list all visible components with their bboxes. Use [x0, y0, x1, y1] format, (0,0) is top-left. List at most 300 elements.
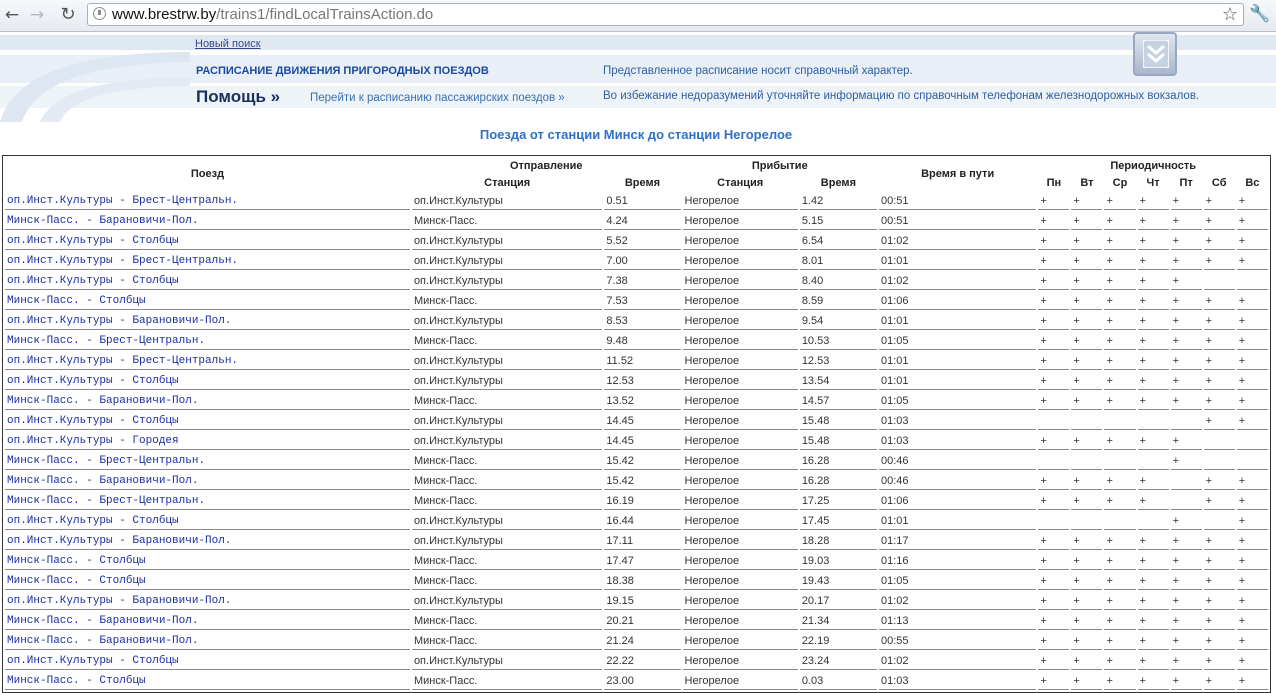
table-row: [5, 372, 1268, 390]
table-row: [5, 252, 1268, 270]
day-cell: +: [1038, 192, 1069, 210]
dep-station-cell: Минск-Пасс.: [412, 492, 602, 510]
day-cell: +: [1171, 432, 1202, 450]
dep-time-cell: 22.22: [604, 652, 680, 670]
day-cell: +: [1138, 652, 1169, 670]
day-cell: +: [1038, 312, 1069, 330]
table-row: [5, 632, 1268, 650]
header-train: Поезд: [190, 168, 225, 180]
day-cell: +: [1071, 612, 1102, 630]
day-cell: +: [1237, 512, 1268, 530]
arr-station-cell: Негорелое: [683, 572, 798, 590]
table-row: [5, 532, 1268, 550]
day-cell: [1038, 512, 1069, 530]
schedule-rows: [5, 192, 1268, 690]
day-cell: +: [1038, 232, 1069, 250]
day-cell: +: [1204, 492, 1235, 510]
bookmark-star-icon[interactable]: ☆: [1221, 4, 1238, 25]
passenger-trains-link[interactable]: Перейти к расписанию пассажирских поездов »: [310, 92, 565, 104]
travel-time-cell: 01:03: [879, 672, 1036, 690]
train-link[interactable]: Минск-Пасс. - Барановичи-Пол.: [7, 615, 199, 627]
day-cell: +: [1104, 612, 1135, 630]
arr-station-cell: Негорелое: [683, 432, 798, 450]
dep-station-cell: оп.Инст.Культуры: [412, 592, 602, 610]
train-cell: [5, 452, 410, 470]
arr-station-cell: Негорелое: [683, 332, 798, 350]
day-cell: +: [1237, 352, 1268, 370]
day-cell: +: [1038, 352, 1069, 370]
table-row: [5, 612, 1268, 630]
train-cell: [5, 232, 410, 250]
train-link[interactable]: оп.Инст.Культуры - Брест-Центральн.: [7, 255, 239, 267]
travel-time-cell: 01:01: [879, 512, 1036, 530]
day-cell: +: [1138, 392, 1169, 410]
day-cell: +: [1104, 592, 1135, 610]
train-link[interactable]: Минск-Пасс. - Столбцы: [7, 555, 146, 567]
train-link[interactable]: Минск-Пасс. - Столбцы: [7, 295, 146, 307]
day-cell: +: [1237, 572, 1268, 590]
day-cell: +: [1204, 192, 1235, 210]
arr-station-cell: Негорелое: [683, 492, 798, 510]
day-cell: +: [1171, 192, 1202, 210]
day-cell: +: [1171, 272, 1202, 290]
day-cell: +: [1038, 552, 1069, 570]
train-link[interactable]: Минск-Пасс. - Брест-Центральн.: [7, 455, 206, 467]
arr-time-cell: 19.43: [800, 572, 877, 590]
travel-time-cell: 01:06: [879, 492, 1036, 510]
table-row: [5, 292, 1268, 310]
dep-time-cell: 12.53: [604, 372, 680, 390]
dep-time-cell: 5.52: [604, 232, 680, 250]
day-cell: +: [1237, 532, 1268, 550]
arr-station-cell: Негорелое: [683, 632, 798, 650]
train-cell: [5, 432, 410, 450]
day-cell: +: [1204, 592, 1235, 610]
day-cell: +: [1171, 252, 1202, 270]
day-cell: +: [1204, 632, 1235, 650]
arr-time-cell: 8.59: [800, 292, 877, 310]
day-cell: +: [1038, 392, 1069, 410]
day-cell: +: [1138, 532, 1169, 550]
train-link[interactable]: оп.Инст.Культуры - Столбцы: [7, 655, 179, 667]
dep-station-cell: оп.Инст.Культуры: [412, 352, 602, 370]
day-cell: +: [1237, 232, 1268, 250]
train-link[interactable]: оп.Инст.Культуры - Столбцы: [7, 275, 179, 287]
travel-time-cell: 01:05: [879, 392, 1036, 410]
train-link[interactable]: Минск-Пасс. - Барановичи-Пол.: [7, 395, 199, 407]
travel-time-cell: 01:05: [879, 332, 1036, 350]
arr-station-cell: Негорелое: [683, 392, 798, 410]
travel-time-cell: 00:46: [879, 452, 1036, 470]
day-cell: +: [1237, 412, 1268, 430]
arr-station-cell: Негорелое: [683, 592, 798, 610]
header-dep-time: Время: [624, 176, 661, 189]
dep-time-cell: 16.19: [604, 492, 680, 510]
arr-time-cell: 19.03: [800, 552, 877, 570]
day-cell: +: [1171, 332, 1202, 350]
arr-station-cell: Негорелое: [683, 232, 798, 250]
day-cell: +: [1171, 452, 1202, 470]
day-cell: [1071, 452, 1102, 470]
url-path: /trains1/findLocalTrainsAction.do: [216, 6, 434, 23]
dep-station-cell: Минск-Пасс.: [412, 672, 602, 690]
header-departure: Отправление: [509, 159, 583, 172]
arr-time-cell: 12.53: [800, 352, 877, 370]
day-cell: +: [1071, 212, 1102, 230]
day-cell: [1138, 412, 1169, 430]
dep-time-cell: 20.21: [604, 612, 680, 630]
day-cell: +: [1204, 372, 1235, 390]
day-cell: +: [1138, 352, 1169, 370]
train-link[interactable]: Минск-Пасс. - Барановичи-Пол.: [7, 475, 199, 487]
header-day-sat: Сб: [1211, 176, 1227, 189]
travel-time-cell: 01:05: [879, 572, 1036, 590]
dep-station-cell: Минск-Пасс.: [412, 472, 602, 490]
day-cell: +: [1038, 472, 1069, 490]
train-cell: [5, 652, 410, 670]
phone-notice: Во избежание недоразумений уточняйте информацию по справочным телефонам железнодорожных вокзалов.: [603, 90, 1200, 102]
header-day-sun: Вс: [1245, 176, 1260, 189]
day-cell: +: [1204, 332, 1235, 350]
day-cell: +: [1204, 572, 1235, 590]
arr-time-cell: 16.28: [800, 452, 877, 470]
day-cell: +: [1138, 492, 1169, 510]
day-cell: +: [1171, 392, 1202, 410]
day-cell: +: [1071, 672, 1102, 690]
table-row: [5, 452, 1268, 470]
train-cell: [5, 352, 410, 370]
day-cell: [1038, 412, 1069, 430]
forward-arrow-icon[interactable]: →: [29, 5, 45, 25]
dep-station-cell: Минск-Пасс.: [412, 612, 602, 630]
day-cell: +: [1071, 572, 1102, 590]
day-cell: +: [1038, 432, 1069, 450]
train-cell: [5, 532, 410, 550]
day-cell: +: [1104, 492, 1135, 510]
train-link[interactable]: оп.Инст.Культуры - Столбцы: [7, 515, 179, 527]
day-cell: +: [1171, 672, 1202, 690]
train-cell: [5, 472, 410, 490]
travel-time-cell: 01:02: [879, 592, 1036, 610]
table-row: [5, 332, 1268, 350]
day-cell: +: [1104, 432, 1135, 450]
table-row: [5, 432, 1268, 450]
day-cell: +: [1138, 612, 1169, 630]
day-cell: +: [1038, 212, 1069, 230]
travel-time-cell: 00:51: [879, 192, 1036, 210]
dep-station-cell: Минск-Пасс.: [412, 572, 602, 590]
day-cell: +: [1071, 192, 1102, 210]
day-cell: +: [1204, 392, 1235, 410]
day-cell: +: [1071, 392, 1102, 410]
day-cell: +: [1171, 612, 1202, 630]
header-day-fri: Пт: [1179, 176, 1193, 189]
header-dep-station: Станция: [484, 176, 531, 189]
header-arr-station: Станция: [717, 176, 764, 189]
new-search-link[interactable]: Новый поиск: [195, 38, 261, 50]
day-cell: +: [1237, 252, 1268, 270]
header-arrival: Прибытие: [751, 159, 808, 172]
arr-time-cell: 22.19: [800, 632, 877, 650]
travel-time-cell: 01:03: [879, 412, 1036, 430]
dep-station-cell: оп.Инст.Культуры: [412, 532, 602, 550]
travel-time-cell: 01:02: [879, 232, 1036, 250]
day-cell: +: [1104, 332, 1135, 350]
train-link[interactable]: оп.Инст.Культуры - Столбцы: [7, 375, 179, 387]
arr-time-cell: 1.42: [800, 192, 877, 210]
dep-time-cell: 23.00: [604, 672, 680, 690]
train-link[interactable]: оп.Инст.Культуры - Брест-Центральн.: [7, 355, 239, 367]
schedule-table: [2, 155, 1271, 693]
day-cell: +: [1104, 672, 1135, 690]
arr-time-cell: 17.45: [800, 512, 877, 530]
reference-notice: Представленное расписание носит справочный характер.: [603, 65, 913, 77]
travel-time-cell: 01:13: [879, 612, 1036, 630]
day-cell: +: [1104, 272, 1135, 290]
day-cell: +: [1138, 212, 1169, 230]
dep-time-cell: 21.24: [604, 632, 680, 650]
day-cell: +: [1071, 352, 1102, 370]
day-cell: [1204, 432, 1235, 450]
table-row: [5, 652, 1268, 670]
train-cell: [5, 412, 410, 430]
day-cell: +: [1138, 372, 1169, 390]
travel-time-cell: 00:55: [879, 632, 1036, 650]
arr-station-cell: Негорелое: [683, 292, 798, 310]
day-cell: +: [1104, 392, 1135, 410]
train-link[interactable]: оп.Инст.Культуры - Столбцы: [7, 235, 179, 247]
train-link[interactable]: Минск-Пасс. - Брест-Центральн.: [7, 335, 206, 347]
day-cell: [1071, 512, 1102, 530]
travel-time-cell: 01:03: [879, 432, 1036, 450]
arr-time-cell: 15.48: [800, 432, 877, 450]
day-cell: +: [1237, 592, 1268, 610]
day-cell: +: [1038, 272, 1069, 290]
dep-time-cell: 17.47: [604, 552, 680, 570]
train-link[interactable]: оп.Инст.Культуры - Барановичи-Пол.: [7, 535, 232, 547]
day-cell: +: [1071, 492, 1102, 510]
day-cell: +: [1171, 352, 1202, 370]
train-cell: [5, 212, 410, 230]
dep-station-cell: Минск-Пасс.: [412, 292, 602, 310]
dep-station-cell: оп.Инст.Культуры: [412, 272, 602, 290]
dep-time-cell: 7.00: [604, 252, 680, 270]
train-cell: [5, 512, 410, 530]
dep-station-cell: оп.Инст.Культуры: [412, 412, 602, 430]
reload-icon[interactable]: ↻: [60, 4, 76, 25]
arr-station-cell: Негорелое: [683, 252, 798, 270]
arr-station-cell: Негорелое: [683, 212, 798, 230]
day-cell: +: [1104, 632, 1135, 650]
dep-time-cell: 18.38: [604, 572, 680, 590]
day-cell: +: [1038, 652, 1069, 670]
day-cell: +: [1104, 472, 1135, 490]
day-cell: +: [1138, 472, 1169, 490]
day-cell: +: [1071, 472, 1102, 490]
dep-station-cell: Минск-Пасс.: [412, 392, 602, 410]
train-link[interactable]: оп.Инст.Культуры - Столбцы: [7, 415, 179, 427]
dep-time-cell: 13.52: [604, 392, 680, 410]
day-cell: +: [1204, 312, 1235, 330]
table-row: [5, 592, 1268, 610]
double-chevron-down-icon: [1143, 40, 1169, 68]
day-cell: +: [1237, 652, 1268, 670]
train-link[interactable]: оп.Инст.Культуры - Барановичи-Пол.: [7, 595, 232, 607]
day-cell: +: [1204, 212, 1235, 230]
header-day-mon: Пн: [1046, 176, 1062, 189]
arr-time-cell: 10.53: [800, 332, 877, 350]
day-cell: +: [1171, 652, 1202, 670]
day-cell: [1171, 492, 1202, 510]
day-cell: +: [1138, 672, 1169, 690]
train-cell: [5, 392, 410, 410]
day-cell: +: [1237, 632, 1268, 650]
train-link[interactable]: Минск-Пасс. - Брест-Центральн.: [7, 495, 206, 507]
route-heading: Поезда от станции Минск до станции Негорелое: [479, 127, 793, 142]
day-cell: +: [1237, 292, 1268, 310]
arr-time-cell: 5.15: [800, 212, 877, 230]
train-cell: [5, 552, 410, 570]
train-link[interactable]: оп.Инст.Культуры - Барановичи-Пол.: [7, 315, 232, 327]
day-cell: +: [1071, 272, 1102, 290]
dep-time-cell: 15.42: [604, 452, 680, 470]
day-cell: +: [1138, 432, 1169, 450]
day-cell: +: [1071, 632, 1102, 650]
dep-station-cell: оп.Инст.Культуры: [412, 232, 602, 250]
day-cell: +: [1104, 372, 1135, 390]
day-cell: +: [1171, 232, 1202, 250]
day-cell: +: [1071, 332, 1102, 350]
train-link[interactable]: оп.Инст.Культуры - Брест-Центральн.: [7, 195, 239, 207]
arr-time-cell: 21.34: [800, 612, 877, 630]
arr-time-cell: 18.28: [800, 532, 877, 550]
dep-station-cell: Минск-Пасс.: [412, 212, 602, 230]
scroll-down-button[interactable]: [1133, 32, 1177, 76]
dep-time-cell: 9.48: [604, 332, 680, 350]
help-link[interactable]: Помощь »: [196, 87, 281, 106]
wrench-menu-icon[interactable]: 🔧: [1249, 4, 1271, 24]
arr-time-cell: 6.54: [800, 232, 877, 250]
day-cell: +: [1104, 352, 1135, 370]
day-cell: +: [1138, 292, 1169, 310]
arr-time-cell: 15.48: [800, 412, 877, 430]
day-cell: [1204, 452, 1235, 470]
header-stripe: [0, 35, 1276, 50]
train-cell: [5, 372, 410, 390]
dep-station-cell: оп.Инст.Культуры: [412, 252, 602, 270]
day-cell: +: [1071, 232, 1102, 250]
day-cell: +: [1171, 532, 1202, 550]
travel-time-cell: 01:17: [879, 532, 1036, 550]
day-cell: +: [1038, 592, 1069, 610]
header-travel-time: Время в пути: [921, 168, 995, 180]
day-cell: +: [1138, 192, 1169, 210]
day-cell: +: [1038, 612, 1069, 630]
day-cell: [1104, 452, 1135, 470]
dep-time-cell: 7.38: [604, 272, 680, 290]
day-cell: +: [1237, 472, 1268, 490]
day-cell: +: [1038, 672, 1069, 690]
day-cell: +: [1171, 572, 1202, 590]
day-cell: [1038, 452, 1069, 470]
arr-time-cell: 17.25: [800, 492, 877, 510]
dep-station-cell: оп.Инст.Культуры: [412, 372, 602, 390]
day-cell: [1171, 472, 1202, 490]
travel-time-cell: 01:16: [879, 552, 1036, 570]
travel-time-cell: 01:01: [879, 252, 1036, 270]
day-cell: +: [1038, 292, 1069, 310]
dep-time-cell: 16.44: [604, 512, 680, 530]
day-cell: +: [1237, 212, 1268, 230]
train-link[interactable]: Минск-Пасс. - Барановичи-Пол.: [7, 215, 199, 227]
day-cell: +: [1204, 252, 1235, 270]
table-row: [5, 352, 1268, 370]
address-url[interactable]: [112, 6, 433, 23]
arr-station-cell: Негорелое: [683, 192, 798, 210]
train-cell: [5, 492, 410, 510]
train-link[interactable]: Минск-Пасс. - Столбцы: [7, 575, 146, 587]
day-cell: [1104, 512, 1135, 530]
dep-time-cell: 11.52: [604, 352, 680, 370]
page-info-icon[interactable]: [93, 7, 106, 20]
train-link[interactable]: оп.Инст.Культуры - Городея: [7, 435, 179, 447]
day-cell: [1171, 412, 1202, 430]
arr-time-cell: 0.03: [800, 672, 877, 690]
arr-station-cell: Негорелое: [683, 352, 798, 370]
train-cell: [5, 312, 410, 330]
train-cell: [5, 672, 410, 690]
arr-station-cell: Негорелое: [683, 412, 798, 430]
table-row: [5, 392, 1268, 410]
travel-time-cell: 00:51: [879, 212, 1036, 230]
travel-time-cell: 01:02: [879, 272, 1036, 290]
arr-station-cell: Негорелое: [683, 552, 798, 570]
train-cell: [5, 272, 410, 290]
arr-time-cell: 23.24: [800, 652, 877, 670]
address-bar[interactable]: [87, 3, 1244, 26]
dep-station-cell: оп.Инст.Культуры: [412, 652, 602, 670]
train-link[interactable]: Минск-Пасс. - Барановичи-Пол.: [7, 635, 199, 647]
travel-time-cell: 01:06: [879, 292, 1036, 310]
dep-time-cell: 14.45: [604, 432, 680, 450]
back-arrow-icon[interactable]: ←: [4, 5, 20, 25]
day-cell: +: [1171, 372, 1202, 390]
arr-time-cell: 9.54: [800, 312, 877, 330]
dep-time-cell: 4.24: [604, 212, 680, 230]
arr-station-cell: Негорелое: [683, 532, 798, 550]
table-row: [5, 272, 1268, 290]
train-link[interactable]: Минск-Пасс. - Столбцы: [7, 675, 146, 687]
train-cell: [5, 592, 410, 610]
site-header: [0, 32, 1276, 120]
day-cell: +: [1104, 232, 1135, 250]
day-cell: +: [1071, 372, 1102, 390]
day-cell: +: [1071, 652, 1102, 670]
day-cell: +: [1204, 672, 1235, 690]
day-cell: +: [1237, 672, 1268, 690]
day-cell: +: [1204, 472, 1235, 490]
day-cell: +: [1204, 652, 1235, 670]
day-cell: +: [1138, 572, 1169, 590]
table-row: [5, 672, 1268, 690]
day-cell: +: [1237, 492, 1268, 510]
day-cell: +: [1071, 312, 1102, 330]
table-row: [5, 232, 1268, 250]
browser-toolbar: [0, 0, 1276, 32]
table-row: [5, 552, 1268, 570]
header-day-thu: Чт: [1146, 176, 1160, 189]
day-cell: [1204, 272, 1235, 290]
